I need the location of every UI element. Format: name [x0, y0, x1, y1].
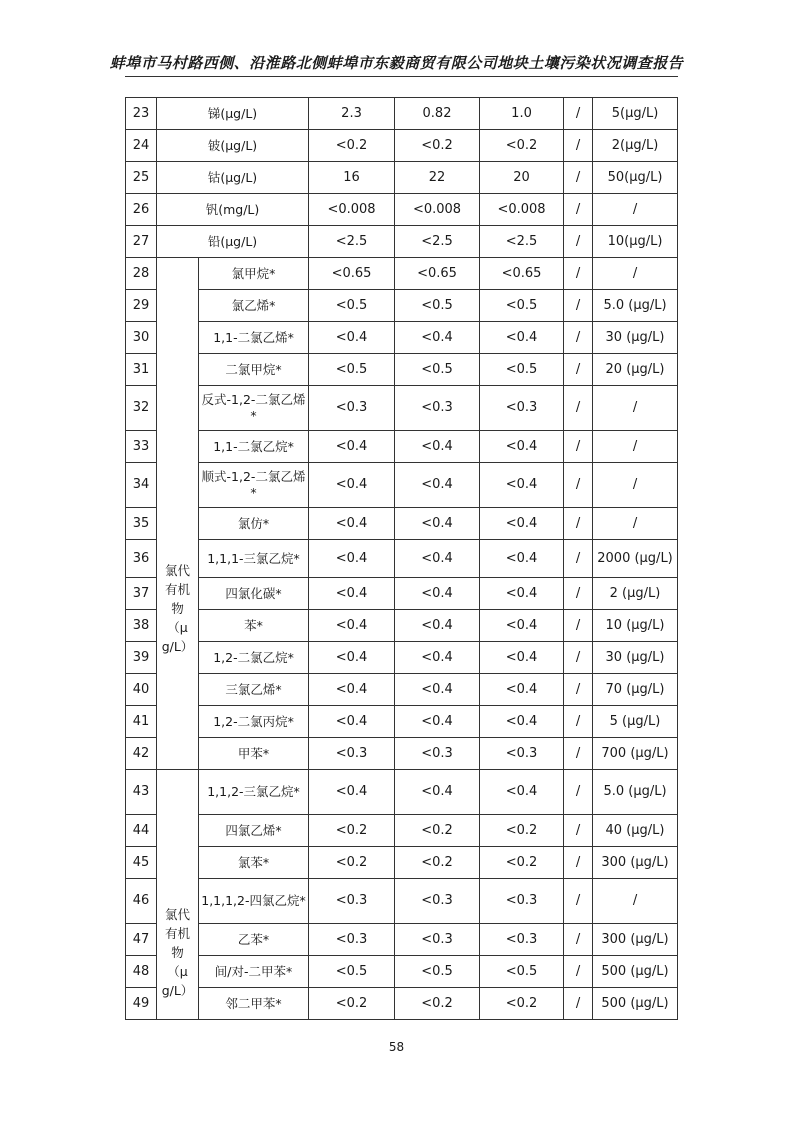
- standard-limit: 2 (μg/L): [593, 578, 678, 610]
- value-cell-3: <0.2: [480, 847, 564, 879]
- table-row: [126, 738, 678, 770]
- page-number: 58: [388, 1040, 405, 1054]
- value-cell-3: <0.4: [480, 540, 564, 578]
- table-row: [126, 540, 678, 578]
- value-cell-1: <0.4: [309, 674, 395, 706]
- value-cell-2: <0.4: [395, 770, 480, 815]
- indicator-name: 钒(mg/L): [157, 194, 309, 226]
- value-cell-3: <0.3: [480, 924, 564, 956]
- value-cell-2: <0.4: [395, 642, 480, 674]
- standard-limit: 5(μg/L): [593, 98, 678, 130]
- value-cell-3: <0.4: [480, 322, 564, 354]
- table-row: [126, 354, 678, 386]
- value-cell-1: <0.3: [309, 738, 395, 770]
- value-cell-1: <0.4: [309, 706, 395, 738]
- indicator-name: 甲苯*: [199, 738, 309, 770]
- standard-limit: 5 (μg/L): [593, 706, 678, 738]
- value-cell-2: <0.008: [395, 194, 480, 226]
- value-cell-1: <0.5: [309, 354, 395, 386]
- value-cell-2: <0.3: [395, 738, 480, 770]
- value-cell-3: <0.4: [480, 610, 564, 642]
- value-cell-4: /: [564, 642, 593, 674]
- group-label-line: 氯代: [164, 906, 190, 922]
- header-rule: [125, 76, 678, 77]
- value-cell-3: <0.4: [480, 770, 564, 815]
- row-number: 49: [126, 988, 157, 1020]
- row-number: 30: [126, 322, 157, 354]
- value-cell-4: /: [564, 706, 593, 738]
- standard-limit: 5.0 (μg/L): [593, 770, 678, 815]
- table-row: [126, 431, 678, 463]
- table-row: [126, 130, 678, 162]
- value-cell-3: <0.2: [480, 130, 564, 162]
- value-cell-2: <0.2: [395, 815, 480, 847]
- standard-limit: 10(μg/L): [593, 226, 678, 258]
- indicator-name: 铅(μg/L): [157, 226, 309, 258]
- value-cell-1: <0.4: [309, 642, 395, 674]
- group-label-line: 氯代: [164, 563, 190, 578]
- indicator-name: 1,1,1,2-四氯乙烷*: [199, 879, 309, 924]
- standard-limit: /: [593, 194, 678, 226]
- row-number: 25: [126, 162, 157, 194]
- table-row: [126, 674, 678, 706]
- report-header: 蚌埠市马村路西侧、沿淮路北侧蚌埠市东毅商贸有限公司地块土壤污染状况调查报告: [109, 54, 684, 72]
- table-row: [126, 578, 678, 610]
- value-cell-4: /: [564, 610, 593, 642]
- group-label-line: 物: [171, 601, 184, 616]
- indicator-name: 乙苯*: [199, 924, 309, 956]
- value-cell-4: /: [564, 194, 593, 226]
- value-cell-4: /: [564, 463, 593, 508]
- value-cell-1: <0.2: [309, 988, 395, 1020]
- indicator-name: 铍(μg/L): [157, 130, 309, 162]
- table-row: [126, 258, 678, 290]
- value-cell-4: /: [564, 508, 593, 540]
- row-number: 43: [126, 770, 157, 815]
- indicator-name: 氯乙烯*: [199, 290, 309, 322]
- standard-limit: /: [593, 386, 678, 431]
- value-cell-4: /: [564, 674, 593, 706]
- value-cell-1: <0.4: [309, 770, 395, 815]
- value-cell-2: <0.65: [395, 258, 480, 290]
- value-cell-2: <0.4: [395, 674, 480, 706]
- value-cell-1: <0.2: [309, 815, 395, 847]
- value-cell-2: <0.2: [395, 130, 480, 162]
- value-cell-2: <0.4: [395, 508, 480, 540]
- indicator-name: 1,1,1-三氯乙烷*: [199, 540, 309, 578]
- row-number: 36: [126, 540, 157, 578]
- value-cell-3: <0.4: [480, 674, 564, 706]
- row-number: 27: [126, 226, 157, 258]
- standard-limit: 20 (μg/L): [593, 354, 678, 386]
- row-number: 32: [126, 386, 157, 431]
- value-cell-1: <0.4: [309, 508, 395, 540]
- standard-limit: /: [593, 431, 678, 463]
- row-number: 28: [126, 258, 157, 290]
- row-number: 35: [126, 508, 157, 540]
- table-row: [126, 98, 678, 130]
- value-cell-2: <0.4: [395, 610, 480, 642]
- row-number: 29: [126, 290, 157, 322]
- indicator-name: 氯仿*: [199, 508, 309, 540]
- table-row: [126, 386, 678, 431]
- indicator-name: 顺式-1,2-二氯乙烯*: [199, 463, 309, 508]
- row-number: 33: [126, 431, 157, 463]
- row-number: 26: [126, 194, 157, 226]
- value-cell-1: <0.5: [309, 956, 395, 988]
- indicator-name: 钴(μg/L): [157, 162, 309, 194]
- value-cell-1: <0.008: [309, 194, 395, 226]
- value-cell-4: /: [564, 815, 593, 847]
- standard-limit: 300 (μg/L): [593, 847, 678, 879]
- standard-limit: /: [593, 508, 678, 540]
- standard-limit: 500 (μg/L): [593, 956, 678, 988]
- indicator-name: 苯*: [199, 610, 309, 642]
- value-cell-3: <0.2: [480, 815, 564, 847]
- value-cell-2: <0.2: [395, 988, 480, 1020]
- value-cell-1: <0.5: [309, 290, 395, 322]
- value-cell-2: <0.4: [395, 431, 480, 463]
- table-row: [126, 924, 678, 956]
- table-row: [126, 226, 678, 258]
- row-number: 45: [126, 847, 157, 879]
- value-cell-3: <0.4: [480, 578, 564, 610]
- value-cell-4: /: [564, 98, 593, 130]
- indicator-name: 邻二甲苯*: [199, 988, 309, 1020]
- row-number: 34: [126, 463, 157, 508]
- value-cell-1: <0.2: [309, 847, 395, 879]
- row-number: 40: [126, 674, 157, 706]
- indicator-name: 四氯乙烯*: [199, 815, 309, 847]
- value-cell-3: 20: [480, 162, 564, 194]
- value-cell-3: <0.65: [480, 258, 564, 290]
- row-number: 46: [126, 879, 157, 924]
- value-cell-3: <0.3: [480, 879, 564, 924]
- value-cell-3: 1.0: [480, 98, 564, 130]
- indicator-name: 四氯化碳*: [199, 578, 309, 610]
- value-cell-1: 16: [309, 162, 395, 194]
- row-number: 23: [126, 98, 157, 130]
- row-number: 39: [126, 642, 157, 674]
- group-label-line: 有机: [164, 925, 190, 941]
- group-label-line: 有机: [164, 582, 190, 597]
- indicator-name: 1,2-二氯乙烷*: [199, 642, 309, 674]
- value-cell-4: /: [564, 770, 593, 815]
- value-cell-4: /: [564, 847, 593, 879]
- value-cell-3: <0.2: [480, 988, 564, 1020]
- value-cell-3: <0.3: [480, 738, 564, 770]
- indicator-name: 氯甲烷*: [199, 258, 309, 290]
- indicator-name: 间/对-二甲苯*: [199, 956, 309, 988]
- value-cell-3: <0.4: [480, 642, 564, 674]
- table-row: [126, 815, 678, 847]
- table-row: [126, 956, 678, 988]
- value-cell-3: <0.4: [480, 431, 564, 463]
- indicator-name: 反式-1,2-二氯乙烯*: [199, 386, 309, 431]
- value-cell-4: /: [564, 578, 593, 610]
- indicator-name: 1,2-二氯丙烷*: [199, 706, 309, 738]
- value-cell-4: /: [564, 924, 593, 956]
- value-cell-1: 2.3: [309, 98, 395, 130]
- value-cell-1: <2.5: [309, 226, 395, 258]
- group-label-line: 物: [171, 944, 184, 960]
- standard-limit: 700 (μg/L): [593, 738, 678, 770]
- value-cell-2: <0.3: [395, 879, 480, 924]
- standard-limit: 5.0 (μg/L): [593, 290, 678, 322]
- value-cell-1: <0.65: [309, 258, 395, 290]
- table-row: [126, 162, 678, 194]
- value-cell-3: <0.5: [480, 354, 564, 386]
- indicator-name: 二氯甲烷*: [199, 354, 309, 386]
- value-cell-1: <0.2: [309, 130, 395, 162]
- value-cell-4: /: [564, 738, 593, 770]
- value-cell-4: /: [564, 879, 593, 924]
- value-cell-4: /: [564, 386, 593, 431]
- standard-limit: 2000 (μg/L): [593, 540, 678, 578]
- table-row: [126, 463, 678, 508]
- value-cell-3: <0.4: [480, 508, 564, 540]
- standard-limit: 50(μg/L): [593, 162, 678, 194]
- indicator-name: 三氯乙烯*: [199, 674, 309, 706]
- value-cell-2: <2.5: [395, 226, 480, 258]
- table-row: [126, 610, 678, 642]
- value-cell-2: <0.5: [395, 354, 480, 386]
- value-cell-4: /: [564, 130, 593, 162]
- value-cell-1: <0.4: [309, 463, 395, 508]
- value-cell-2: <0.4: [395, 540, 480, 578]
- group-label: [157, 770, 199, 1020]
- value-cell-1: <0.4: [309, 322, 395, 354]
- value-cell-4: /: [564, 226, 593, 258]
- value-cell-3: <0.4: [480, 463, 564, 508]
- row-number: 44: [126, 815, 157, 847]
- standard-limit: 40 (μg/L): [593, 815, 678, 847]
- row-number: 37: [126, 578, 157, 610]
- table-row: [126, 770, 678, 815]
- row-number: 38: [126, 610, 157, 642]
- group-label-line: g/L）: [161, 982, 194, 998]
- value-cell-2: <0.5: [395, 290, 480, 322]
- value-cell-4: /: [564, 988, 593, 1020]
- value-cell-1: <0.3: [309, 386, 395, 431]
- standard-limit: /: [593, 463, 678, 508]
- table-row: [126, 322, 678, 354]
- value-cell-2: <0.5: [395, 956, 480, 988]
- value-cell-4: /: [564, 354, 593, 386]
- row-number: 31: [126, 354, 157, 386]
- value-cell-3: <0.5: [480, 290, 564, 322]
- value-cell-1: <0.4: [309, 540, 395, 578]
- standard-limit: 2(μg/L): [593, 130, 678, 162]
- standard-limit: /: [593, 879, 678, 924]
- value-cell-4: /: [564, 956, 593, 988]
- value-cell-2: 0.82: [395, 98, 480, 130]
- indicator-name: 1,1-二氯乙烷*: [199, 431, 309, 463]
- table-row: [126, 642, 678, 674]
- value-cell-3: <0.3: [480, 386, 564, 431]
- standard-limit: 10 (μg/L): [593, 610, 678, 642]
- row-number: 24: [126, 130, 157, 162]
- data-table: [125, 97, 678, 1020]
- value-cell-1: <0.4: [309, 431, 395, 463]
- table-row: [126, 879, 678, 924]
- group-label-line: （μ: [167, 963, 188, 979]
- value-cell-2: <0.3: [395, 924, 480, 956]
- value-cell-4: /: [564, 290, 593, 322]
- value-cell-2: <0.4: [395, 463, 480, 508]
- table-row: [126, 847, 678, 879]
- value-cell-2: <0.4: [395, 706, 480, 738]
- value-cell-4: /: [564, 322, 593, 354]
- row-number: 41: [126, 706, 157, 738]
- indicator-name: 锑(μg/L): [157, 98, 309, 130]
- value-cell-4: /: [564, 540, 593, 578]
- standard-limit: 70 (μg/L): [593, 674, 678, 706]
- value-cell-3: <0.4: [480, 706, 564, 738]
- indicator-name: 氯苯*: [199, 847, 309, 879]
- value-cell-1: <0.4: [309, 578, 395, 610]
- row-number: 47: [126, 924, 157, 956]
- value-cell-1: <0.4: [309, 610, 395, 642]
- value-cell-2: <0.2: [395, 847, 480, 879]
- value-cell-1: <0.3: [309, 924, 395, 956]
- value-cell-2: <0.4: [395, 578, 480, 610]
- standard-limit: /: [593, 258, 678, 290]
- group-label: [157, 258, 199, 770]
- standard-limit: 30 (μg/L): [593, 322, 678, 354]
- value-cell-3: <2.5: [480, 226, 564, 258]
- value-cell-2: 22: [395, 162, 480, 194]
- value-cell-1: <0.3: [309, 879, 395, 924]
- row-number: 48: [126, 956, 157, 988]
- table-row: [126, 290, 678, 322]
- value-cell-4: /: [564, 162, 593, 194]
- indicator-name: 1,1-二氯乙烯*: [199, 322, 309, 354]
- group-label-line: g/L）: [161, 639, 194, 654]
- row-number: 42: [126, 738, 157, 770]
- standard-limit: 500 (μg/L): [593, 988, 678, 1020]
- value-cell-2: <0.3: [395, 386, 480, 431]
- value-cell-2: <0.4: [395, 322, 480, 354]
- table-row: [126, 194, 678, 226]
- standard-limit: 300 (μg/L): [593, 924, 678, 956]
- value-cell-3: <0.008: [480, 194, 564, 226]
- value-cell-3: <0.5: [480, 956, 564, 988]
- value-cell-4: /: [564, 258, 593, 290]
- table-row: [126, 706, 678, 738]
- table-row: [126, 508, 678, 540]
- table-row: [126, 988, 678, 1020]
- standard-limit: 30 (μg/L): [593, 642, 678, 674]
- value-cell-4: /: [564, 431, 593, 463]
- indicator-name: 1,1,2-三氯乙烷*: [199, 770, 309, 815]
- group-label-line: （μ: [167, 620, 188, 635]
